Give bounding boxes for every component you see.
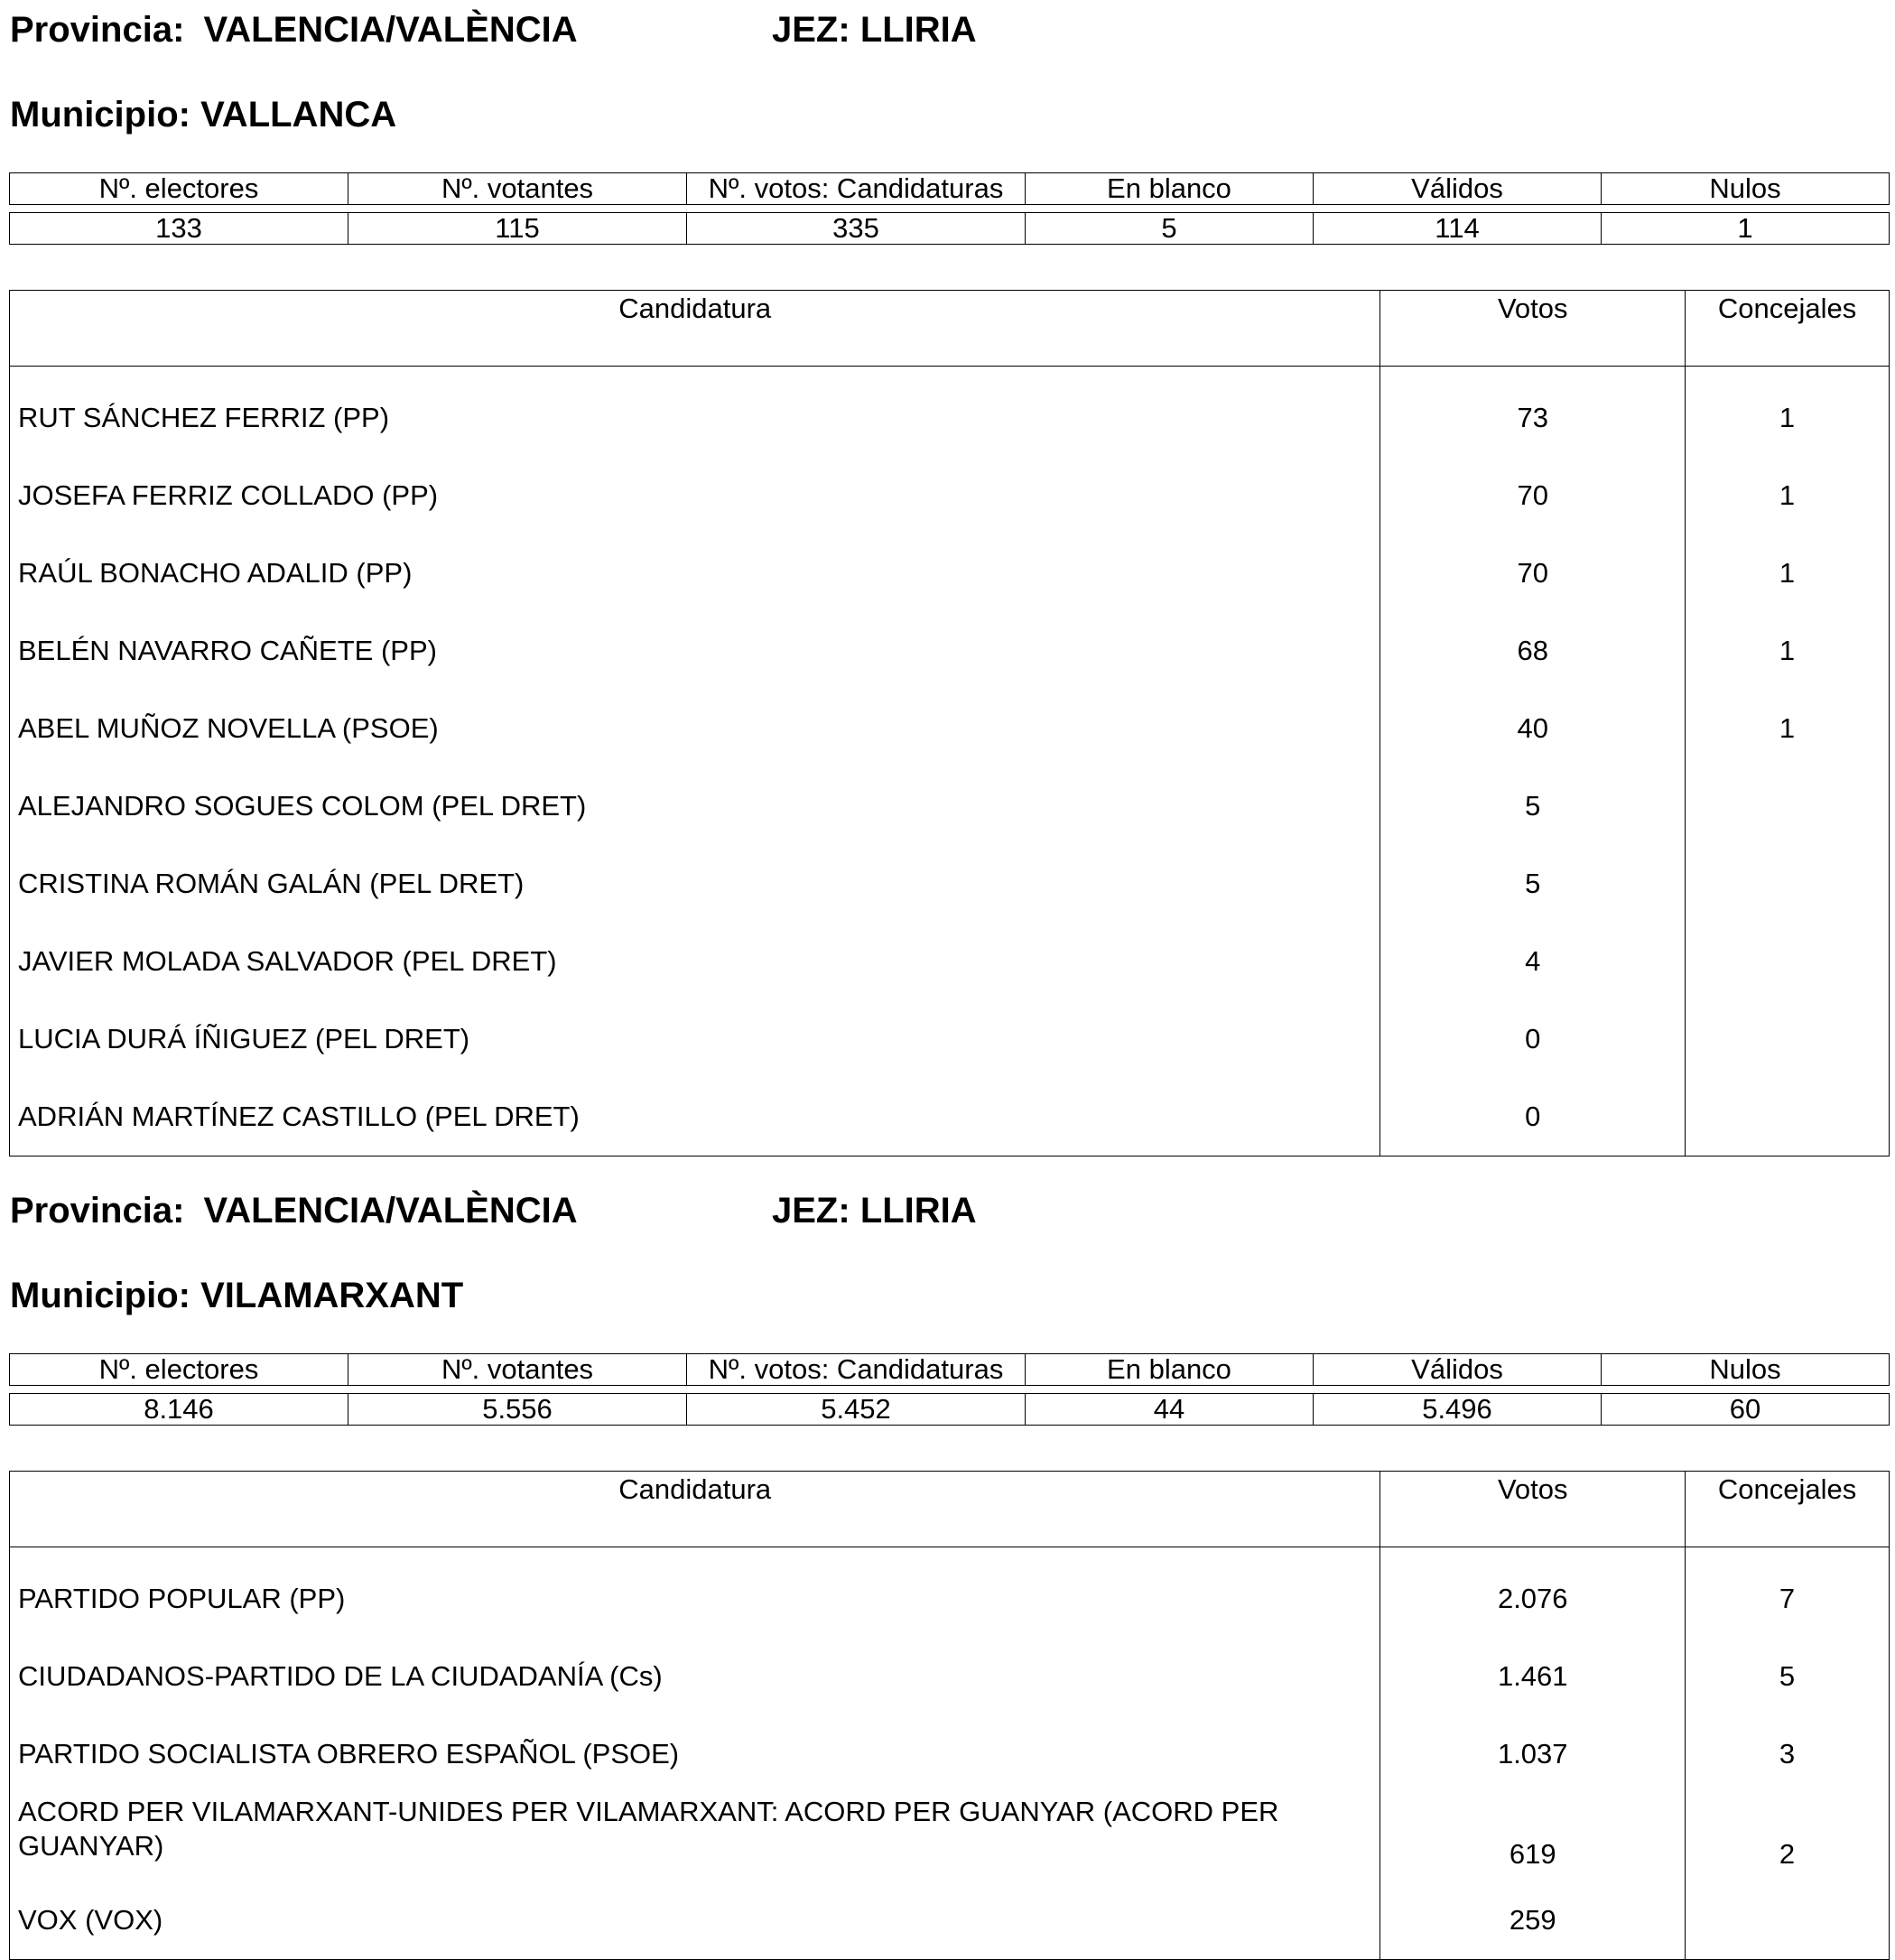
- provincia-value: VALENCIA/VALÈNCIA: [203, 1191, 578, 1231]
- municipio-heading: [10, 97, 396, 133]
- candidate-seats: [1686, 923, 1890, 1000]
- candidate-seats: 1: [1686, 690, 1890, 767]
- candidate-seats: 2: [1686, 1793, 1890, 1881]
- provincia-heading: [10, 1193, 578, 1229]
- candidate-name: PARTIDO POPULAR (PP): [10, 1547, 1380, 1639]
- table-row: [10, 1638, 1890, 1715]
- table-row: [10, 457, 1890, 534]
- provincia-heading: [10, 12, 578, 48]
- candidate-votes: 0: [1380, 1078, 1686, 1156]
- candidate-votes: 2.076: [1380, 1547, 1686, 1639]
- table-row: [10, 767, 1890, 845]
- municipio-heading: [10, 1277, 463, 1314]
- stat-header: Nº. votos: Candidaturas: [687, 1354, 1026, 1386]
- stat-header: En blanco: [1026, 1354, 1314, 1386]
- candidate-seats: 3: [1686, 1715, 1890, 1793]
- votos-header: Votos: [1380, 291, 1686, 367]
- candidates-table: [9, 290, 1890, 1156]
- provincia-label: Provincia:: [10, 1191, 185, 1231]
- candidate-votes: 4: [1380, 923, 1686, 1000]
- stat-value: 44: [1026, 1394, 1314, 1426]
- concejales-header: Concejales: [1686, 1472, 1890, 1547]
- votos-header: Votos: [1380, 1472, 1686, 1547]
- stat-header: Nulos: [1602, 173, 1890, 205]
- candidate-name: BELÉN NAVARRO CAÑETE (PP): [10, 612, 1380, 690]
- candidate-name: LUCIA DURÁ ÍÑIGUEZ (PEL DRET): [10, 1000, 1380, 1078]
- candidate-seats: 1: [1686, 367, 1890, 458]
- candidate-name: ALEJANDRO SOGUES COLOM (PEL DRET): [10, 767, 1380, 845]
- table-row: [10, 1881, 1890, 1960]
- candidate-votes: 40: [1380, 690, 1686, 767]
- candidates-table: [9, 1471, 1890, 1960]
- jez-heading: [772, 1193, 977, 1229]
- candidate-name: RAÚL BONACHO ADALID (PP): [10, 534, 1380, 612]
- stat-header: En blanco: [1026, 173, 1314, 205]
- provincia-value: VALENCIA/VALÈNCIA: [203, 10, 578, 50]
- candidate-name: CRISTINA ROMÁN GALÁN (PEL DRET): [10, 845, 1380, 923]
- candidate-votes: 1.461: [1380, 1638, 1686, 1715]
- provincia-label: Provincia:: [10, 10, 185, 50]
- candidate-votes: 70: [1380, 534, 1686, 612]
- candidate-name: RUT SÁNCHEZ FERRIZ (PP): [10, 367, 1380, 458]
- table-row: [10, 612, 1890, 690]
- municipio-label: Municipio:: [10, 1276, 190, 1315]
- candidate-name: ADRIÁN MARTÍNEZ CASTILLO (PEL DRET): [10, 1078, 1380, 1156]
- candidates-header-row: [10, 1472, 1890, 1547]
- candidate-name: ABEL MUÑOZ NOVELLA (PSOE): [10, 690, 1380, 767]
- stat-header: Nº. electores: [10, 173, 348, 205]
- stat-value: 115: [348, 213, 687, 245]
- candidate-seats: 1: [1686, 457, 1890, 534]
- candidate-votes: 73: [1380, 367, 1686, 458]
- candidatura-header: Candidatura: [10, 1472, 1380, 1547]
- stats-value-table: [9, 1393, 1890, 1426]
- table-row: [10, 1793, 1890, 1881]
- table-row: [10, 534, 1890, 612]
- candidate-votes: 259: [1380, 1881, 1686, 1960]
- stat-header: Nº. votantes: [348, 1354, 687, 1386]
- stat-value: 5.556: [348, 1394, 687, 1426]
- candidate-name: JAVIER MOLADA SALVADOR (PEL DRET): [10, 923, 1380, 1000]
- candidate-seats: [1686, 767, 1890, 845]
- candidate-seats: 1: [1686, 612, 1890, 690]
- stats-value-row: [10, 1394, 1890, 1426]
- candidate-votes: 1.037: [1380, 1715, 1686, 1793]
- stats-header-table: [9, 172, 1890, 205]
- stat-value: 5.452: [687, 1394, 1026, 1426]
- jez-heading: [772, 12, 977, 48]
- stat-value: 1: [1602, 213, 1890, 245]
- stat-header: Válidos: [1314, 173, 1602, 205]
- candidate-seats: 1: [1686, 534, 1890, 612]
- stats-value-table: [9, 212, 1890, 245]
- candidate-votes: 68: [1380, 612, 1686, 690]
- table-row: [10, 1000, 1890, 1078]
- candidate-votes: 5: [1380, 845, 1686, 923]
- candidate-seats: 5: [1686, 1638, 1890, 1715]
- jez-value: LLIRIA: [859, 10, 977, 50]
- table-row: [10, 1078, 1890, 1156]
- jez-value: LLIRIA: [859, 1191, 977, 1231]
- table-row: [10, 923, 1890, 1000]
- stat-value: 5: [1026, 213, 1314, 245]
- stats-value-row: [10, 213, 1890, 245]
- candidate-name: ACORD PER VILAMARXANT-UNIDES PER VILAMARXANT: ACORD PER GUANYAR (ACORD PER GUANYAR): [10, 1793, 1380, 1881]
- table-row: [10, 845, 1890, 923]
- candidate-seats: [1686, 1000, 1890, 1078]
- stat-header: Nº. electores: [10, 1354, 348, 1386]
- table-row: [10, 367, 1890, 458]
- jez-label: JEZ:: [772, 10, 850, 50]
- stat-value: 133: [10, 213, 348, 245]
- candidate-seats: [1686, 1078, 1890, 1156]
- table-row: [10, 1547, 1890, 1639]
- candidate-name: JOSEFA FERRIZ COLLADO (PP): [10, 457, 1380, 534]
- candidate-votes: 70: [1380, 457, 1686, 534]
- candidate-name: CIUDADANOS-PARTIDO DE LA CIUDADANÍA (Cs): [10, 1638, 1380, 1715]
- jez-label: JEZ:: [772, 1191, 850, 1231]
- candidate-seats: 7: [1686, 1547, 1890, 1639]
- candidate-seats: [1686, 1881, 1890, 1960]
- stat-value: 335: [687, 213, 1026, 245]
- stats-header-row: [10, 173, 1890, 205]
- municipio-value: VILAMARXANT: [200, 1276, 464, 1315]
- candidate-votes: 5: [1380, 767, 1686, 845]
- stat-header: Nulos: [1602, 1354, 1890, 1386]
- municipio-label: Municipio:: [10, 95, 190, 135]
- candidate-name: PARTIDO SOCIALISTA OBRERO ESPAÑOL (PSOE): [10, 1715, 1380, 1793]
- candidate-name: VOX (VOX): [10, 1881, 1380, 1960]
- stat-value: 60: [1602, 1394, 1890, 1426]
- candidate-votes: 619: [1380, 1793, 1686, 1881]
- stat-header: Válidos: [1314, 1354, 1602, 1386]
- stat-header: Nº. votos: Candidaturas: [687, 173, 1026, 205]
- stat-value: 5.496: [1314, 1394, 1602, 1426]
- stat-header: Nº. votantes: [348, 173, 687, 205]
- concejales-header: Concejales: [1686, 291, 1890, 367]
- stat-value: 114: [1314, 213, 1602, 245]
- municipio-value: VALLANCA: [200, 95, 397, 135]
- candidate-seats: [1686, 845, 1890, 923]
- stat-value: 8.146: [10, 1394, 348, 1426]
- table-row: [10, 690, 1890, 767]
- candidates-header-row: [10, 291, 1890, 367]
- candidatura-header: Candidatura: [10, 291, 1380, 367]
- stats-header-table: [9, 1353, 1890, 1386]
- stats-header-row: [10, 1354, 1890, 1386]
- table-row: [10, 1715, 1890, 1793]
- candidate-votes: 0: [1380, 1000, 1686, 1078]
